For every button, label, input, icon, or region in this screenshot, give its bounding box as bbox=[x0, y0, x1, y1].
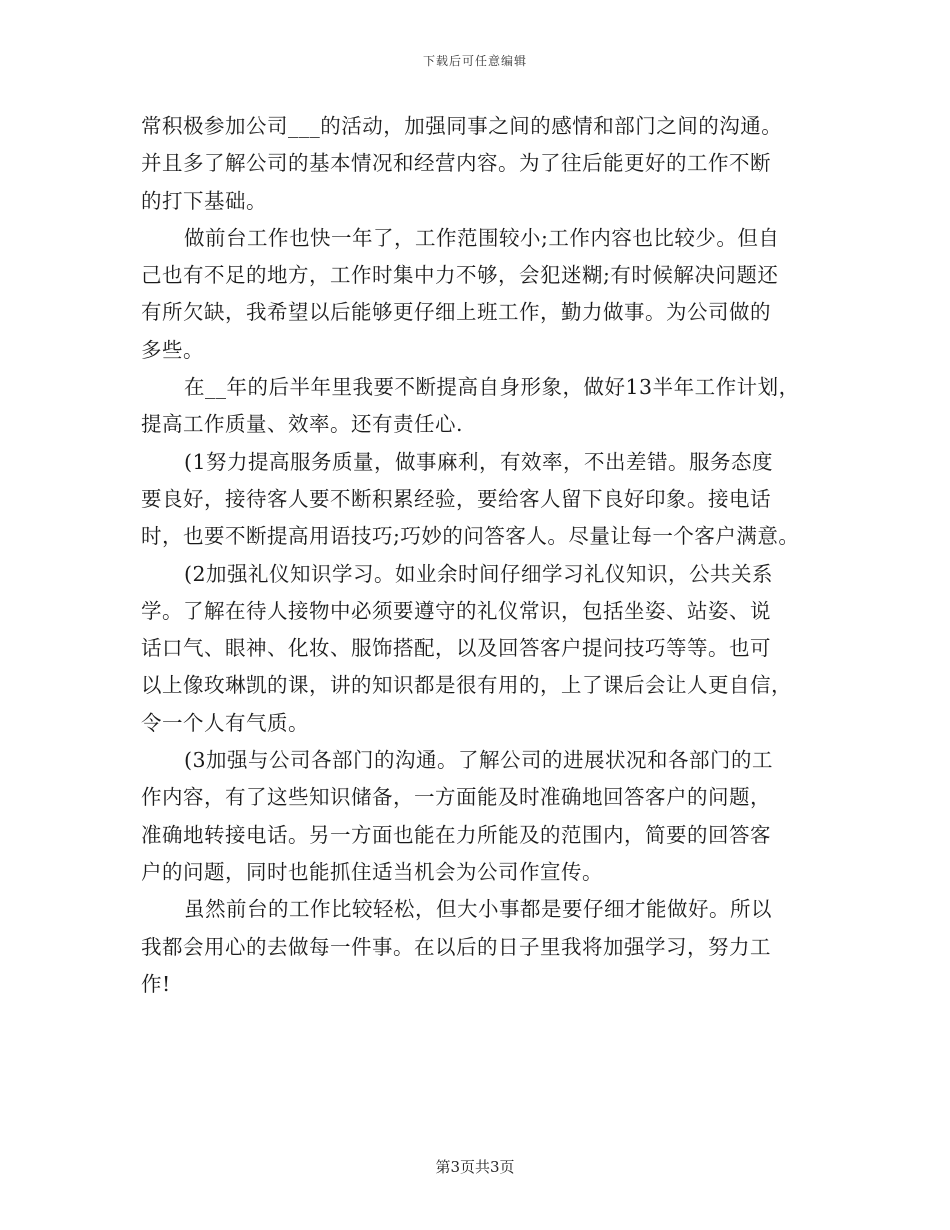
text-line: 以上像玫琳凯的课，讲的知识都是很有用的，上了课后会让人更自信， bbox=[141, 673, 792, 698]
page-header: 下载后可任意编辑 bbox=[422, 54, 527, 68]
text-line: 令一个人有气质。 bbox=[141, 710, 309, 735]
page-number: 第3页共3页 bbox=[435, 1158, 515, 1176]
text-line: 准确地转接电话。另一方面也能在力所能及的范围内，简要的回答客 bbox=[141, 822, 771, 847]
text-line: 作! bbox=[141, 971, 171, 996]
list-item-3-start: (3加强与公司各部门的沟通。了解公司的进展状况和各部门的工 bbox=[184, 748, 774, 773]
paragraph-start: 在__年的后半年里我要不断提高自身形象，做好13半年工作计划， bbox=[184, 375, 800, 400]
text-line: 我都会用心的去做每一件事。在以后的日子里我将加强学习，努力工 bbox=[141, 934, 771, 959]
text-line: 的打下基础。 bbox=[141, 188, 267, 213]
text-line: 常积极参加公司___的活动，加强同事之间的感情和部门之间的沟通。 bbox=[141, 114, 783, 138]
text-line: 提高工作质量、效率。还有责任心. bbox=[141, 412, 464, 437]
paragraph-start: 虽然前台的工作比较轻松，但大小事都是要仔细才能做好。所以 bbox=[184, 897, 772, 922]
text-line: 学。了解在待人接物中必须要遵守的礼仪常识，包括坐姿、站姿、说 bbox=[141, 598, 771, 623]
text-line: 有所欠缺，我希望以后能够更仔细上班工作，勤力做事。为公司做的 bbox=[141, 300, 771, 325]
text-line: 并且多了解公司的基本情况和经营内容。为了往后能更好的工作不断 bbox=[141, 151, 771, 176]
text-line: 己也有不足的地方，工作时集中力不够，会犯迷糊;有时候解决问题还 bbox=[141, 263, 779, 288]
text-line: 作内容，有了这些知识储备，一方面能及时准确地回答客户的问题， bbox=[141, 785, 771, 810]
text-line: 多些。 bbox=[141, 337, 204, 362]
paragraph-start: 做前台工作也快一年了，工作范围较小;工作内容也比较少。但自 bbox=[184, 225, 780, 250]
text-line: 时，也要不断提高用语技巧;巧妙的问答客人。尽量让每一个客户满意。 bbox=[141, 524, 800, 549]
text-line: 要良好，接待客人要不断积累经验，要给客人留下良好印象。接电话 bbox=[141, 486, 771, 511]
text-line: 户的问题，同时也能抓住适当机会为公司作宣传。 bbox=[141, 859, 603, 884]
text-line: 话口气、眼神、化妆、服饰搭配，以及回答客户提问技巧等等。也可 bbox=[141, 636, 771, 661]
document-body bbox=[141, 108, 821, 1003]
list-item-1-start: (1努力提高服务质量，做事麻利，有效率，不出差错。服务态度 bbox=[184, 449, 774, 474]
list-item-2-start: (2加强礼仪知识学习。如业余时间仔细学习礼仪知识，公共关系 bbox=[184, 561, 774, 586]
